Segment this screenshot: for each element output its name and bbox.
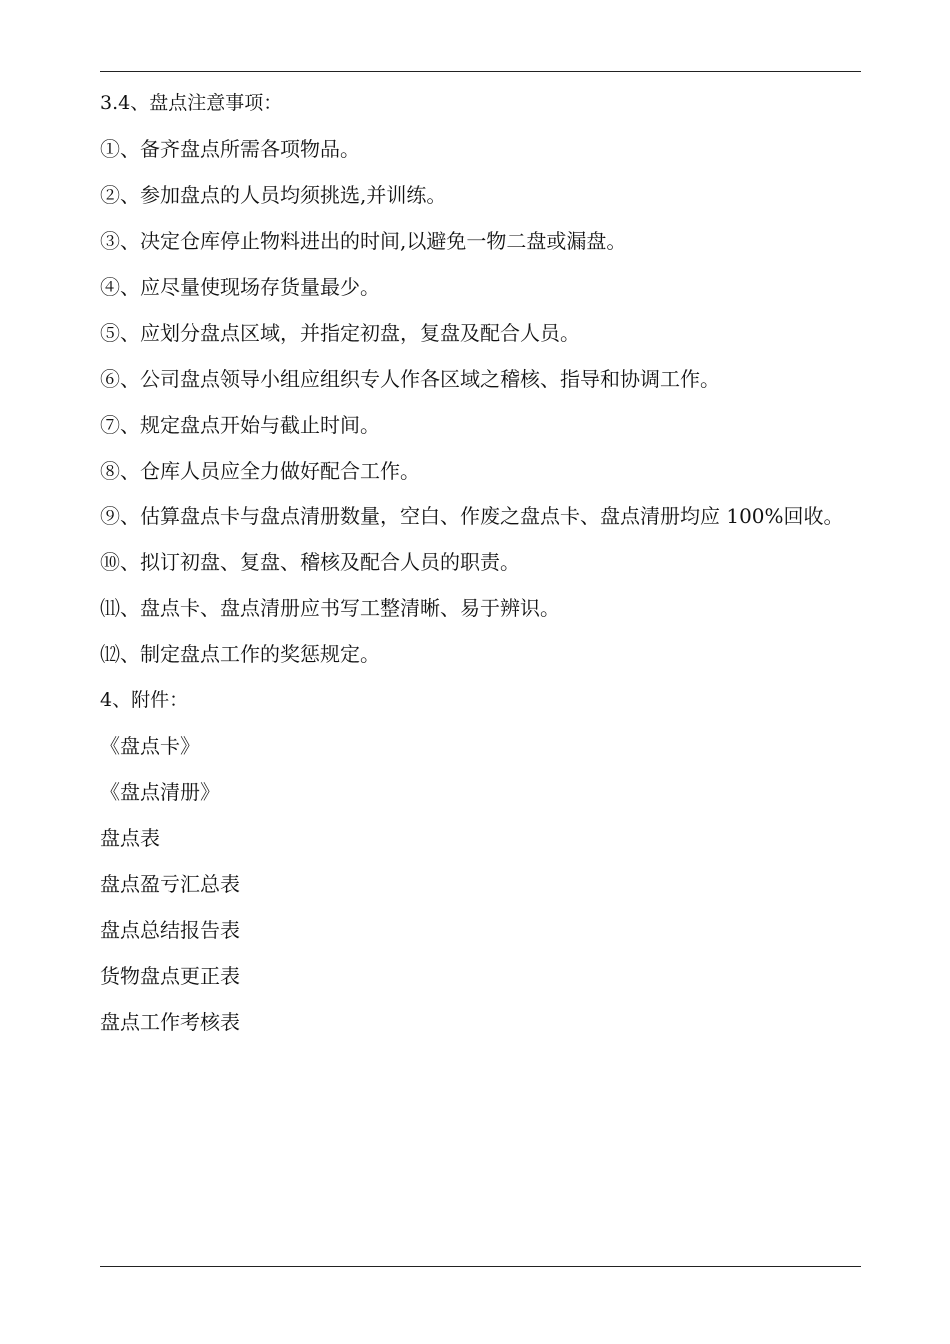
list-item: ⑿、制定盘点工作的奖惩规定。 (100, 642, 380, 666)
attachment-item: 盘点总结报告表 (100, 918, 240, 942)
list-item: ⑾、盘点卡、盘点清册应书写工整清晰、易于辨识。 (100, 596, 560, 620)
footer-rule (100, 1266, 861, 1267)
attachment-item: 盘点盈亏汇总表 (100, 872, 240, 896)
section-heading-4: 4、附件： (100, 689, 189, 711)
attachment-item: 盘点工作考核表 (100, 1010, 240, 1034)
document-body (100, 86, 864, 1051)
attachment-item: 盘点表 (100, 826, 160, 850)
list-item: ①、备齐盘点所需各项物品。 (100, 137, 360, 161)
list-item: ③、决定仓库停止物料进出的时间,以避免一物二盘或漏盘。 (100, 229, 627, 253)
list-item: ⑥、公司盘点领导小组应组织专人作各区域之稽核、指导和协调工作。 (100, 367, 720, 391)
list-item: ⑦、规定盘点开始与截止时间。 (100, 413, 380, 437)
list-item: ⑧、仓库人员应全力做好配合工作。 (100, 459, 420, 483)
list-item: ④、应尽量使现场存货量最少。 (100, 275, 380, 299)
list-item: ⑤、应划分盘点区域，并指定初盘，复盘及配合人员。 (100, 321, 580, 345)
section-heading-3-4: 3.4、盘点注意事项： (100, 92, 283, 114)
attachment-item: 《盘点清册》 (100, 780, 220, 804)
attachment-item: 《盘点卡》 (100, 734, 200, 758)
attachment-item: 货物盘点更正表 (100, 964, 240, 988)
list-item: ⑨、估算盘点卡与盘点清册数量，空白、作废之盘点卡、盘点清册均应 100%回收。 (100, 504, 844, 528)
list-item: ②、参加盘点的人员均须挑选,并训练。 (100, 183, 447, 207)
list-item: ⑩、拟订初盘、复盘、稽核及配合人员的职责。 (100, 550, 520, 574)
header-rule (100, 71, 861, 72)
